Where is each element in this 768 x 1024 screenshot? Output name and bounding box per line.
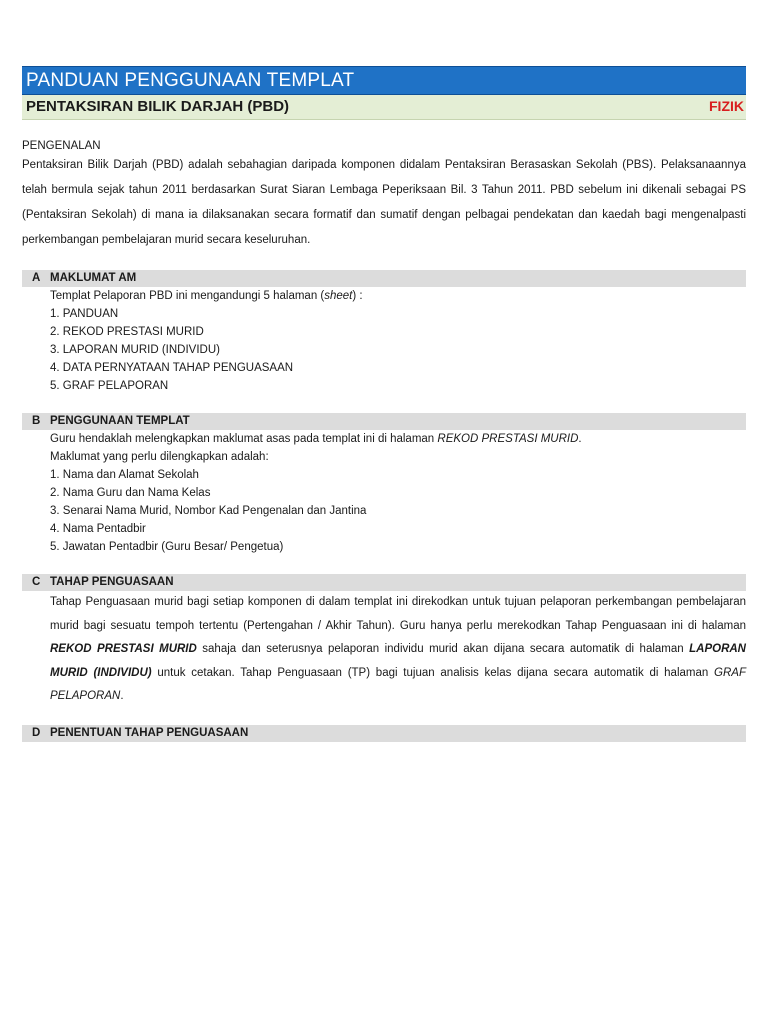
sheet-reference: REKOD PRESTASI MURID	[437, 433, 579, 445]
list-item: 5. Jawatan Pentadbir (Guru Besar/ Pengetua)	[50, 541, 284, 553]
section-b-body	[22, 430, 746, 556]
subject-tag: FIZIK	[709, 98, 744, 114]
section-c-body	[22, 591, 746, 709]
subtitle-bar	[22, 95, 746, 120]
intro-heading: PENGENALAN	[22, 140, 101, 152]
section-a-letter: A	[32, 272, 41, 284]
list-item: 5. GRAF PELAPORAN	[50, 380, 169, 392]
section-a-header	[22, 270, 746, 287]
section-b-letter: B	[32, 415, 41, 427]
list-item: 1. PANDUAN	[50, 308, 119, 320]
list-item: 4. DATA PERNYATAAN TAHAP PENGUASAAN	[50, 362, 294, 374]
sheet-term: sheet	[324, 290, 353, 302]
sheet-reference: LAPORAN MURID (INDIVIDU)	[50, 643, 746, 679]
page-title: PANDUAN PENGGUNAAN TEMPLAT	[26, 70, 355, 91]
section-b-header	[22, 413, 746, 430]
list-item: 2. Nama Guru dan Nama Kelas	[50, 487, 211, 499]
section-d-letter: D	[32, 726, 41, 739]
section-b-line-2: Maklumat yang perlu dilengkapkan adalah:	[50, 451, 269, 463]
intro-section	[22, 139, 746, 253]
section-d-title: PENENTUAN TAHAP PENGUASAAN	[50, 726, 249, 739]
list-item: 1. Nama dan Alamat Sekolah	[50, 469, 199, 481]
title-bar	[22, 66, 746, 95]
section-b-title: PENGGUNAAN TEMPLAT	[50, 415, 190, 427]
intro-paragraph: Pentaksiran Bilik Darjah (PBD) adalah sebahagian daripada komponen didalam Pentaksiran Berasaskan Sekolah (PBS). Pelaksanaannya telah bermula sejak tahun 2011 berdasarkan Surat Siaran Lembaga Peperiksaan Bil. 3 Tahun 2011. PBD sebelum ini dikenali sebagai PS (Pentaksiran Sekolah) di mana ia dilaksanakan secara formatif dan sumatif dengan pelbagai pendekatan dan kaedah bagi mengenalpasti perkembangan pembelajaran murid secara keseluruhan.	[22, 159, 746, 246]
sheet-reference: GRAF PELAPORAN	[50, 666, 746, 702]
section-c-letter: C	[32, 576, 41, 588]
list-item: 4. Nama Pentadbir	[50, 523, 146, 535]
section-a-intro: Templat Pelaporan PBD ini mengandungi 5 halaman (sheet) :	[50, 290, 363, 302]
section-c-paragraph: Tahap Penguasaan murid bagi setiap komponen di dalam templat ini direkodkan untuk tujuan pelaporan perkembangan pembelajaran murid bagi sesuatu tempoh tertentu (Pertengahan / Akhir Tahun). Guru hanya perlu merekodkan Tahap Penguasaan ini di halaman REKOD PRESTASI MURID sahaja dan seterusnya pelaporan individu murid akan dijana secara automatik di halaman LAPORAN MURID (INDIVIDU) untuk cetakan. Tahap Penguasaan (TP) bagi tujuan analisis kelas dijana secara automatik di halaman GRAF PELAPORAN.	[50, 596, 746, 702]
section-b-line-1: Guru hendaklah melengkapkan maklumat asas pada templat ini di halaman REKOD PRESTASI MURID.	[50, 433, 582, 445]
list-item: 2. REKOD PRESTASI MURID	[50, 326, 204, 338]
sheet-reference: REKOD PRESTASI MURID	[50, 643, 197, 655]
list-item: 3. LAPORAN MURID (INDIVIDU)	[50, 344, 220, 356]
section-c-header	[22, 574, 746, 591]
section-c-title: TAHAP PENGUASAAN	[50, 576, 174, 588]
section-d-header	[22, 725, 746, 742]
section-a-title: MAKLUMAT AM	[50, 272, 137, 284]
section-a-body	[22, 287, 746, 395]
list-item: 3. Senarai Nama Murid, Nombor Kad Pengenalan dan Jantina	[50, 505, 367, 517]
page-subtitle: PENTAKSIRAN BILIK DARJAH (PBD)	[26, 98, 290, 115]
guide-page	[22, 66, 746, 742]
